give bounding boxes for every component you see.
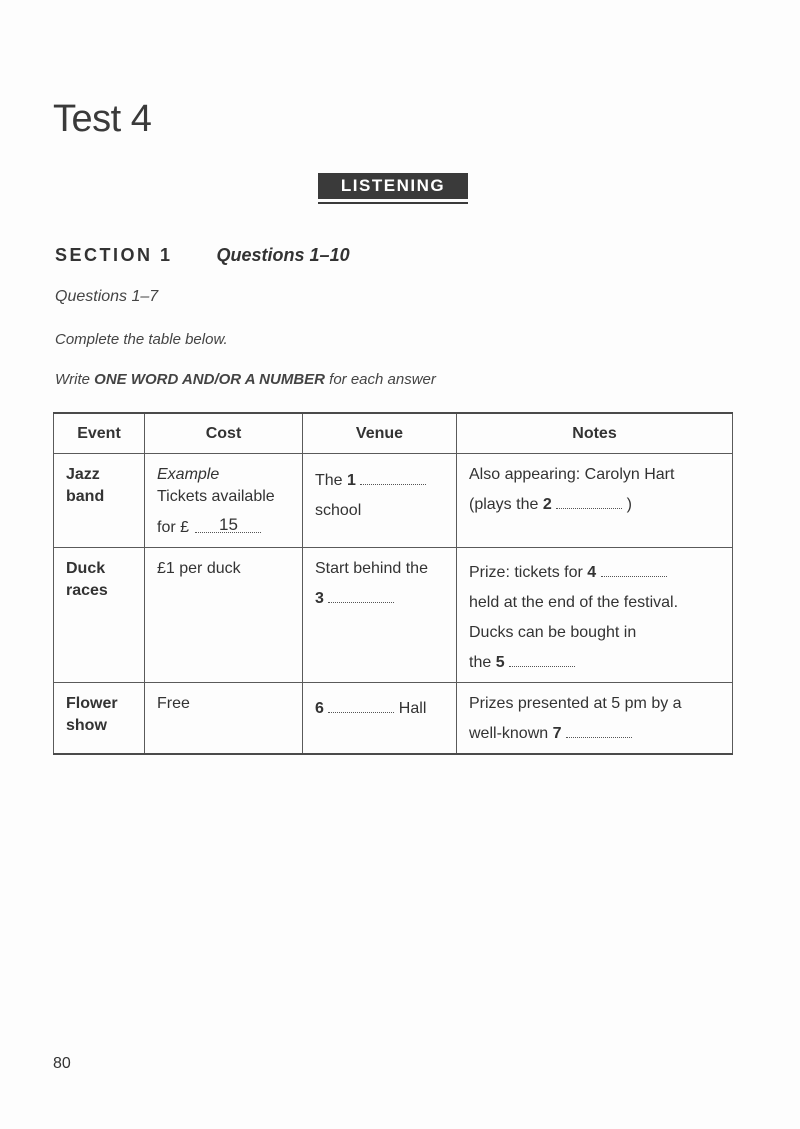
answer-blank-5[interactable] [509,654,575,667]
example-answer-value: 15 [219,515,238,534]
event-cell [54,454,145,548]
notes-line1: Also appearing: Carolyn Hart [469,466,675,483]
venue-line1 [315,470,444,492]
table-row-duck [54,548,733,683]
question-number-4: 4 [587,564,597,581]
notes-line1 [469,562,720,584]
notes-line2: held at the end of the festival. [469,594,679,611]
answer-blank-4[interactable] [601,564,667,577]
notes-prefix: Prize: tickets for [469,564,588,581]
notes-line3: Ducks can be bought in [469,624,637,641]
answer-blank-3[interactable] [328,590,394,603]
event-name-line2: band [66,488,105,505]
venue-cell [303,548,457,683]
answer-blank-2[interactable] [556,496,622,509]
question-number-7: 7 [552,725,562,742]
cost-cell [145,548,303,683]
venue-line2 [315,588,444,610]
listening-banner [318,173,468,204]
instruction-complete: Complete the table below. [55,331,228,348]
cost-answer-line [157,516,290,539]
question-number-1: 1 [347,472,356,489]
answer-blank-7[interactable] [566,725,632,738]
example-label: Example [157,466,220,483]
header-cost: Cost [145,413,303,454]
listening-badge: LISTENING [318,173,468,199]
notes-line2 [469,494,720,516]
table-header-row [54,413,733,454]
venue-line1: Start behind the [315,560,428,577]
event-name-line2: show [66,717,107,734]
question-number-2: 2 [542,496,552,513]
notes-prefix-b: the [469,654,496,671]
page-title: Test 4 [53,98,152,140]
cost-text: Free [157,695,190,712]
venue-suffix: Hall [394,700,427,717]
banner-rule [318,202,468,204]
event-name-line2: races [66,582,108,599]
notes-cell [457,548,733,683]
instruction-word-limit [55,371,436,388]
venue-line2: school [315,502,362,519]
answer-blank-6[interactable] [328,700,394,713]
instruction-text-post: for each answer [325,371,436,388]
note-completion-table [53,412,733,755]
question-number-5: 5 [495,654,505,671]
event-cell [54,683,145,755]
venue-cell [303,683,457,755]
section-heading [55,245,350,266]
notes-line4 [469,652,720,674]
event-cell [54,548,145,683]
venue-prefix: The [315,472,348,489]
section-questions: Questions 1–10 [216,245,350,265]
instruction-text-bold: ONE WORD AND/OR A NUMBER [94,371,325,388]
event-name-line1: Flower [66,695,118,712]
table-row-flower [54,683,733,755]
page-number: 80 [53,1055,71,1072]
answer-blank-1[interactable] [360,472,426,485]
event-name-line1: Duck [66,560,106,577]
cost-cell [145,683,303,755]
notes-prefix: well-known [469,725,553,742]
header-notes: Notes [457,413,733,454]
question-number-6: 6 [315,700,324,717]
question-number-3: 3 [315,590,324,607]
section-label: SECTION 1 [55,245,173,265]
notes-line2 [469,723,720,745]
header-venue: Venue [303,413,457,454]
cost-prefix: for £ [157,519,190,536]
notes-prefix: (plays the [469,496,543,513]
cost-cell [145,454,303,548]
instruction-text-pre: Write [55,371,95,388]
cost-line: Tickets available [157,488,275,505]
example-answer [195,516,261,533]
cost-text: £1 per duck [157,560,241,577]
header-event: Event [54,413,145,454]
sub-questions-heading: Questions 1–7 [55,288,159,305]
notes-suffix: ) [622,496,632,513]
venue-cell [303,454,457,548]
notes-cell [457,683,733,755]
event-name-line1: Jazz [66,466,100,483]
notes-cell [457,454,733,548]
table-row-jazz [54,454,733,548]
venue-line1 [315,698,444,720]
notes-line1: Prizes presented at 5 pm by a [469,695,682,712]
